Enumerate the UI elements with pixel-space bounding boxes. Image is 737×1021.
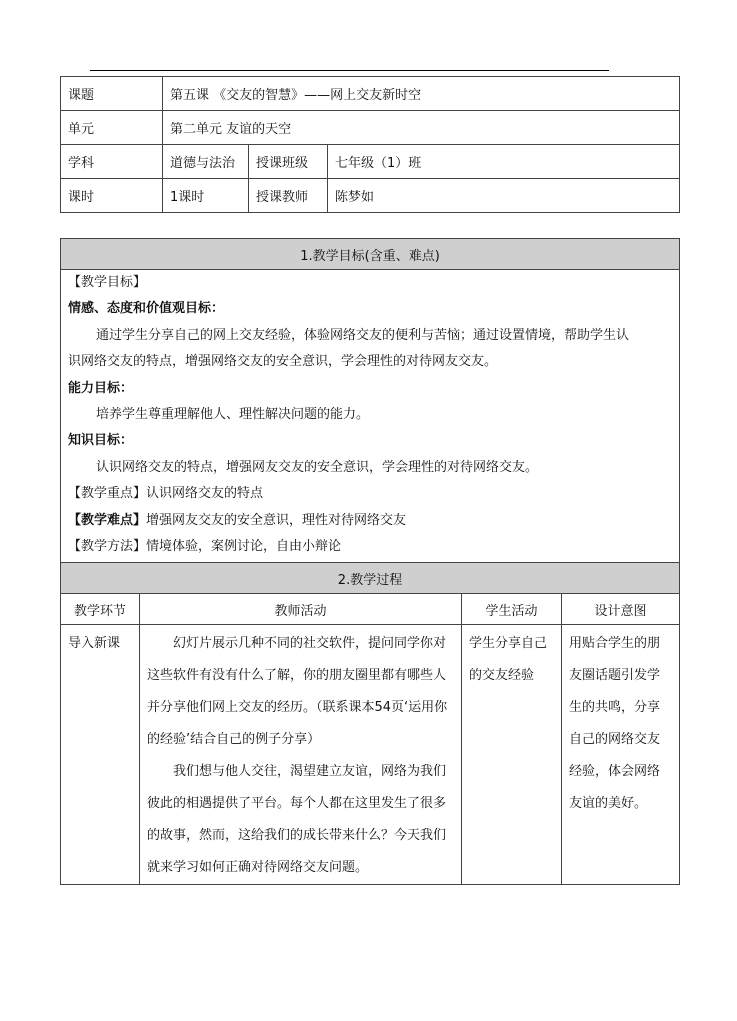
ability-heading: 能力目标： — [68, 380, 134, 396]
student-activity-text: 学生分享自己的交友经验 — [469, 636, 548, 684]
col-intent-header: 设计意图 — [562, 594, 680, 625]
process-column-headers — [61, 594, 680, 625]
header-rule — [90, 70, 609, 71]
class-value: 七年级（1）班 — [328, 145, 680, 179]
lesson-info-table — [60, 76, 680, 213]
subject-label: 学科 — [61, 145, 163, 179]
subject-value: 道德与法治 — [163, 145, 249, 179]
difficult-point-label: 【教学难点】 — [68, 512, 147, 528]
goals-heading: 【教学目标】 — [68, 275, 147, 290]
method-label: 【教学方法】 — [68, 539, 147, 555]
col-teacher-header: 教师活动 — [140, 594, 462, 625]
emotion-text-line1: 通过学生分享自己的网上交友经验，体验网络交友的便利与苦恼；通过设置情境，帮助学生认 — [96, 327, 630, 343]
unit-label: 单元 — [61, 111, 163, 145]
topic-label: 课题 — [61, 77, 163, 111]
section2-title: 2.教学过程 — [61, 563, 680, 594]
topic-row — [61, 77, 680, 111]
key-point-line — [68, 481, 672, 507]
col-stage-header: 教学环节 — [61, 594, 140, 625]
design-intent-cell — [562, 625, 680, 885]
unit-value: 第二单元 友谊的天空 — [163, 111, 680, 145]
teacher-label: 授课教师 — [249, 179, 328, 213]
difficult-point-line — [68, 508, 672, 534]
class-label: 授课班级 — [249, 145, 328, 179]
hours-row — [61, 179, 680, 213]
ability-text: 培养学生尊重理解他人、理性解决问题的能力。 — [96, 407, 370, 423]
teacher-value: 陈梦如 — [328, 179, 680, 213]
key-point-text: 认识网络交友的特点 — [146, 486, 264, 502]
teacher-activity-p1: 幻灯片展示几种不同的社交软件，提问同学你对这些软件有没有什么了解，你的朋友圈里都有哪些人并分享他们网上交友的经历。（联系课本54页‘运用你的经验’结合自己的例子分享） — [147, 636, 448, 748]
process-row — [61, 625, 680, 885]
key-point-label: 【教学重点】 — [68, 486, 147, 502]
objectives-cell — [61, 270, 680, 563]
knowledge-text: 认识网络交友的特点，增强网友交友的安全意识，学会理性的对待网络交友。 — [96, 459, 539, 475]
teacher-activity-p2: 我们想与他人交往，渴望建立友谊，网络为我们彼此的相遇提供了平台。每个人都在这里发生了很多的故事，然而，这给我们的成长带来什么？今天我们就来学习如何正确对待网络交友问题。 — [147, 764, 447, 876]
teacher-activity-cell — [140, 625, 462, 885]
emotion-text-line2: 识网络交友的特点，增强网络交友的安全意识，学会理性的对待网友交友。 — [68, 354, 498, 370]
method-text: 情境体验，案例讨论，自由小辩论 — [146, 539, 342, 555]
method-line — [68, 534, 672, 560]
student-activity-cell — [462, 625, 562, 885]
col-student-header: 学生活动 — [462, 594, 562, 625]
section1-title: 1.教学目标(含重、难点) — [61, 239, 680, 270]
stage-cell — [61, 625, 140, 885]
unit-row — [61, 111, 680, 145]
knowledge-heading: 知识目标： — [68, 433, 134, 449]
hours-label: 课时 — [61, 179, 163, 213]
hours-value: 1课时 — [163, 179, 249, 213]
subject-row — [61, 145, 680, 179]
emotion-heading: 情感、态度和价值观目标： — [68, 301, 225, 317]
difficult-point-text: 增强网友交友的安全意识，理性对待网络交友 — [146, 512, 407, 528]
stage-text: 导入新课 — [68, 636, 121, 652]
lesson-plan-table — [60, 238, 680, 885]
topic-value: 第五课 《交友的智慧》——网上交友新时空 — [163, 77, 680, 111]
design-intent-text: 用贴合学生的朋友圈话题引发学生的共鸣，分享自己的网络交友经验，体会网络友谊的美好。 — [569, 636, 661, 812]
